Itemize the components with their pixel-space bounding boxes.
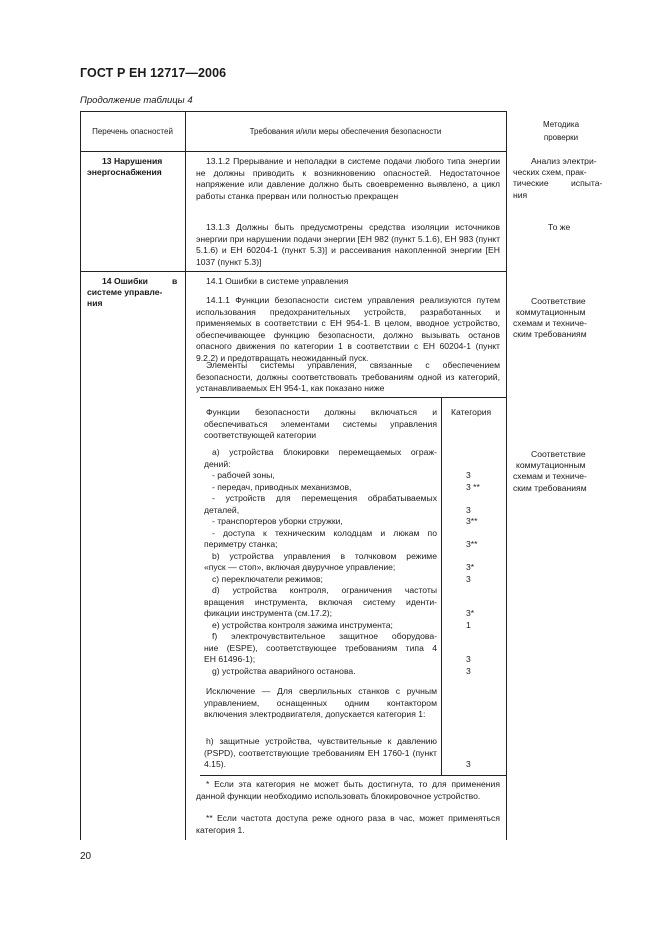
inner-function-line: вращения инструмента, включая систему иденти-: [204, 596, 437, 607]
row14-method2-line4: ским требованиям: [513, 483, 587, 493]
inner-table-bottom: [200, 775, 506, 776]
footnote-single-asterisk: * Если эта категория не может быть достигнута, то для применения данной функции необходимо использовать блокировочное устройство.: [196, 779, 500, 801]
row14-requirement-categories: Элементы системы управления, связанные с обеспечением безопасности, должны соответствовать требованиям одной из категорий, устанавливаемых ЕН 954-1, как показано ниже: [196, 360, 500, 393]
row14-method1-line3: схемам и техниче-: [513, 318, 587, 328]
inner-category-value: 1: [466, 619, 471, 630]
inner-function-line: - передач, приводных механизмов,: [212, 481, 352, 492]
inner-item-h: h) защитные устройства, чувствительные к давлению (PSPD), соответствующие требованиям ЕН 1760-1 (пункт 4.15).: [204, 736, 437, 769]
row14-hazard-line1b: в: [172, 276, 178, 286]
column-divider-1: [185, 111, 186, 840]
inner-function-line: ЕН 61496-1);: [204, 654, 256, 664]
inner-function-line: - устройств для перемещения обрабатываемых: [212, 493, 437, 503]
row13-hazard-line1: 13 Нарушения: [102, 156, 163, 166]
inner-function-line: дений:: [204, 458, 231, 469]
row13-method-line1: Анализ электри-: [531, 156, 597, 166]
footnote-double-asterisk: ** Если частота доступа реже одного раза в час, может применяться категория 1.: [196, 813, 500, 835]
row13-requirement-13-1-3: 13.1.3 Должны быть предусмотрены средства изоляции источников энергии при нарушении подачи энергии [ЕН 982 (пункт 5.1.6), ЕН 983 (пункт 5.1.6) и ЕН 60204-1 (пункт 5.3)] и рассеивания накопленной энергии [ЕН 1037 (пункт 5.3)]: [196, 222, 501, 267]
row14-method2-line3: схемам и техниче-: [513, 471, 587, 481]
table-continuation-caption: Продолжение таблицы 4: [80, 95, 193, 106]
inner-function-line: - доступа к техническим колодцам и люкам по: [212, 527, 437, 538]
row13-bottom-border: [80, 271, 506, 272]
inner-table-divider: [441, 397, 442, 775]
inner-function-line: ние (ESPE), соответствующее требованиям типа 4: [204, 642, 437, 653]
row14-method1-line1: Соответствие: [531, 296, 586, 306]
row14-method1-line4: ским требованиям: [513, 329, 587, 339]
row14-hazard-line3: ния: [87, 298, 103, 308]
page-number: 20: [80, 851, 92, 862]
table-left-border: [80, 111, 81, 840]
inner-category-value: 3*: [466, 562, 475, 572]
inner-function-line: деталей,: [204, 504, 240, 515]
row14-hazard-line2: системе управле-: [87, 287, 163, 297]
inner-function-line: - транспортеров уборки стружки,: [212, 516, 343, 526]
inner-function-line: f) электрочувствительное защитное оборудова-: [212, 631, 437, 641]
inner-function-line: g) устройства аварийного останова.: [212, 665, 356, 676]
inner-function-line: c) переключатели режимов;: [212, 573, 323, 584]
row13-method-same: То же: [548, 222, 571, 232]
column-divider-2: [506, 111, 507, 840]
row13-method-line4: ния: [513, 190, 528, 200]
inner-head-functions: Функции безопасности должны включаться и обеспечиваться элементами системы управления соответствующей категории: [204, 407, 437, 440]
document-title: ГОСТ Р ЕН 12717—2006: [80, 66, 227, 80]
inner-function-line: e) устройства контроля зажима инструмента;: [212, 619, 393, 630]
row13-method-line3a: тические: [513, 178, 549, 188]
row14-method2-line2: коммутационным: [516, 460, 586, 470]
row14-heading-14-1: 14.1 Ошибки в системе управления: [206, 276, 349, 286]
inner-function-line: периметру станка;: [204, 539, 278, 549]
column-header-method-line2: проверки: [543, 133, 579, 142]
inner-category-value: 3: [466, 504, 471, 515]
inner-category-value: 3*: [466, 608, 475, 618]
inner-table-top: [200, 397, 506, 398]
inner-function-line: a) устройства блокировки перемещаемых ограж-: [212, 447, 437, 457]
inner-function-line: d) устройства контроля, ограничения частоты: [212, 585, 437, 595]
inner-function-line: b) устройства управления в толчковом режиме: [212, 550, 437, 561]
column-header-hazards: Перечень опасностей: [92, 127, 173, 136]
row14-hazard-line1a: 14 Ошибки: [102, 276, 148, 286]
table-top-border: [80, 111, 506, 112]
inner-function-line: «пуск — стоп», включая двуручное управление;: [204, 562, 396, 572]
inner-category-value: 3**: [466, 516, 478, 526]
inner-category-value: 3: [466, 654, 471, 664]
inner-category-value: 3: [466, 573, 471, 584]
inner-item-h-category: 3: [466, 759, 471, 769]
row14-requirement-14-1-1: 14.1.1 Функции безопасности систем управления реализуются путем использования предохранительных устройств, разработанных и применяемых в соответствии с ЕН 954-1. В целом, вводное устройство, обеспечивающее функцию безопасности, должно вызывать останов опасного движения по категории 1 в соответствии с ЕН 60204-1 (пункт 9.2.2) и предотвращать неожиданный пуск.: [196, 295, 500, 363]
column-header-requirements: Требования и/или меры обеспечения безопасности: [249, 127, 442, 136]
inner-function-line: фикации инструмента (см.17.2);: [204, 608, 333, 618]
inner-function-line: - рабочей зоны,: [212, 470, 275, 480]
inner-category-value: 3: [466, 470, 471, 480]
row13-method-line3b: испыта-: [571, 178, 603, 188]
row13-method-line2: ческих схем, прак-: [513, 167, 587, 177]
inner-head-category: Категория: [451, 407, 492, 417]
inner-category-value: 3 **: [466, 481, 480, 492]
row14-method2-line1: Соответствие: [531, 449, 586, 459]
row13-hazard-line2: энергоснабжения: [87, 167, 162, 177]
inner-exception-note: Исключение — Для сверлильных станков с ручным управлением, оснащенных одним контактором включения электродвигателя, допускается категория 1:: [204, 686, 437, 719]
inner-category-value: 3: [466, 665, 471, 676]
inner-category-value: 3**: [466, 539, 478, 549]
row13-requirement-13-1-2: 13.1.2 Прерывание и неполадки в системе подачи любого типа энергии не должны приводить к возникновению опасностей. Недостаточное напряжение или давление должно быть своевременно выявлено, а цикл работы станка прерван или полностью прекращен: [196, 156, 500, 201]
column-header-method-line1: Методика: [542, 120, 580, 129]
header-bottom-border: [80, 151, 506, 152]
row14-method1-line2: коммутационным: [516, 307, 586, 317]
